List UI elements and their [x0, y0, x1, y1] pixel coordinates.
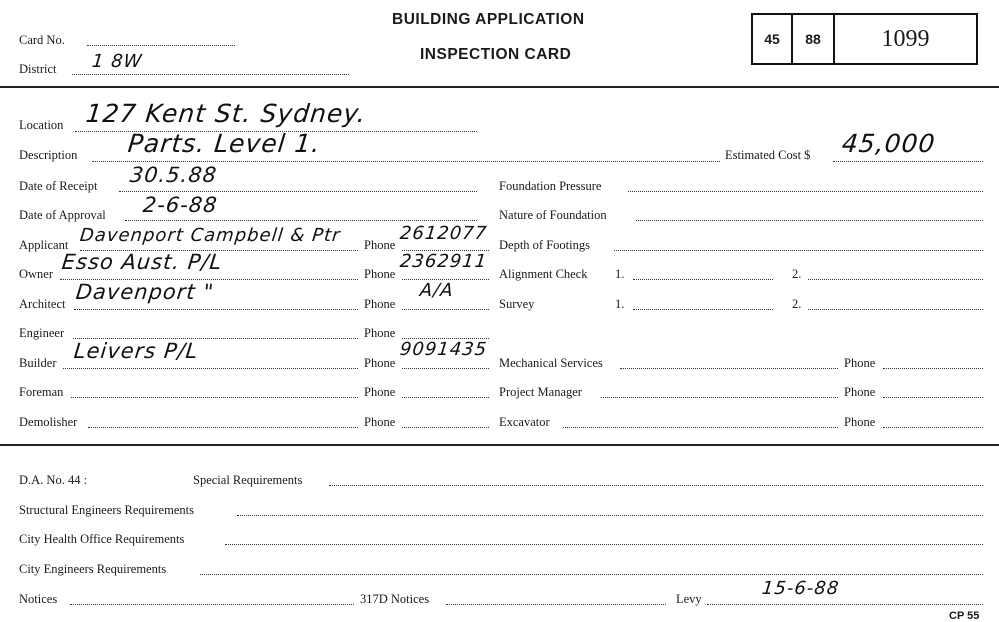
excavator-phone-field [883, 427, 983, 428]
notices-317d-label: 317D Notices [360, 592, 430, 606]
survey-num-2: 2. [792, 297, 802, 311]
district-label: District [19, 62, 57, 76]
nature-foundation-field [636, 220, 983, 221]
excavator-field [563, 427, 838, 428]
depth-footings-field [614, 250, 983, 251]
da-no-label: D.A. No. 44 : [19, 473, 88, 487]
card-box-a: 45 [753, 15, 793, 63]
mechanical-phone-field [883, 368, 983, 369]
mechanical-phone-label: Phone [844, 356, 876, 370]
builder-phone-handwritten: 9091435 [398, 339, 489, 360]
alignment-field-1 [633, 279, 773, 280]
alignment-num-1: 1. [615, 267, 625, 281]
architect-phone-field [402, 309, 489, 310]
owner-handwritten: Esso Aust. P/L [60, 250, 224, 274]
date-receipt-handwritten: 30.5.88 [128, 163, 219, 187]
owner-label: Owner [19, 267, 54, 281]
builder-field [63, 368, 358, 369]
builder-handwritten: Leivers P/L [72, 339, 200, 363]
structural-requirements-label: Structural Engineers Requirements [19, 503, 194, 517]
engineer-phone-label: Phone [364, 326, 396, 340]
survey-label: Survey [499, 297, 535, 311]
project-manager-phone-label: Phone [844, 385, 876, 399]
header-divider [0, 86, 999, 88]
foreman-phone-label: Phone [364, 385, 396, 399]
architect-field [74, 309, 358, 310]
builder-phone-label: Phone [364, 356, 396, 370]
estimated-cost-field [833, 161, 983, 162]
card-no-field [87, 45, 235, 46]
health-requirements-label: City Health Office Requirements [19, 532, 185, 546]
description-handwritten: Parts. Level 1. [126, 129, 323, 158]
description-label: Description [19, 148, 78, 162]
applicant-phone-label: Phone [364, 238, 396, 252]
architect-phone-label: Phone [364, 297, 396, 311]
district-handwritten: 1 8W [90, 51, 144, 72]
alignment-check-label: Alignment Check [499, 267, 588, 281]
architect-label: Architect [19, 297, 66, 311]
engineers-requirements-label: City Engineers Requirements [19, 562, 167, 576]
estimated-cost-label: Estimated Cost $ [725, 148, 811, 162]
form-title-line2: INSPECTION CARD [420, 46, 572, 63]
applicant-handwritten: Davenport Campbell & Ptr [78, 225, 342, 246]
alignment-num-2: 2. [792, 267, 802, 281]
project-manager-phone-field [883, 397, 983, 398]
nature-foundation-label: Nature of Foundation [499, 208, 607, 222]
demolisher-field [88, 427, 358, 428]
health-requirements-field [225, 544, 983, 545]
mechanical-field [620, 368, 838, 369]
levy-field [707, 604, 983, 605]
survey-num-1: 1. [615, 297, 625, 311]
foundation-pressure-field [628, 191, 983, 192]
date-approval-label: Date of Approval [19, 208, 106, 222]
structural-requirements-field [237, 515, 983, 516]
estimated-cost-handwritten: 45,000 [840, 129, 938, 158]
date-receipt-field [119, 191, 477, 192]
demolisher-phone-field [402, 427, 489, 428]
architect-phone-handwritten: A/A [418, 280, 455, 301]
foreman-field [71, 397, 358, 398]
notices-label: Notices [19, 592, 58, 606]
notices-317d-field [446, 604, 666, 605]
district-field [72, 74, 349, 75]
architect-handwritten: Davenport " [74, 280, 216, 304]
form-title-line1: BUILDING APPLICATION [392, 11, 585, 28]
applicant-phone-handwritten: 2612077 [398, 223, 489, 244]
form-code: CP 55 [949, 610, 980, 622]
date-receipt-label: Date of Receipt [19, 179, 98, 193]
foreman-phone-field [402, 397, 489, 398]
project-manager-field [601, 397, 838, 398]
section-divider [0, 444, 999, 446]
levy-handwritten: 15-6-88 [760, 578, 841, 599]
builder-phone-field [402, 368, 489, 369]
excavator-phone-label: Phone [844, 415, 876, 429]
card-number-box [751, 13, 978, 65]
engineer-label: Engineer [19, 326, 65, 340]
owner-phone-handwritten: 2362911 [398, 251, 489, 272]
foreman-label: Foreman [19, 385, 64, 399]
depth-footings-label: Depth of Footings [499, 238, 590, 252]
date-approval-field [125, 220, 477, 221]
notices-field [70, 604, 354, 605]
mechanical-label: Mechanical Services [499, 356, 603, 370]
card-box-b: 88 [793, 15, 835, 63]
card-box-number: 1099 [881, 25, 930, 52]
demolisher-label: Demolisher [19, 415, 78, 429]
foundation-pressure-label: Foundation Pressure [499, 179, 602, 193]
project-manager-label: Project Manager [499, 385, 582, 399]
builder-label: Builder [19, 356, 57, 370]
special-requirements-field [329, 485, 983, 486]
engineers-requirements-field [200, 574, 983, 575]
applicant-label: Applicant [19, 238, 69, 252]
levy-label: Levy [676, 592, 702, 606]
owner-phone-label: Phone [364, 267, 396, 281]
survey-field-2 [808, 309, 983, 310]
date-approval-handwritten: 2-6-88 [141, 193, 219, 217]
location-handwritten: 127 Kent St. Sydney. [84, 99, 368, 128]
description-field [92, 161, 720, 162]
card-no-label: Card No. [19, 33, 65, 47]
excavator-label: Excavator [499, 415, 550, 429]
special-requirements-label: Special Requirements [193, 473, 303, 487]
alignment-field-2 [808, 279, 983, 280]
location-label: Location [19, 118, 64, 132]
demolisher-phone-label: Phone [364, 415, 396, 429]
survey-field-1 [633, 309, 773, 310]
